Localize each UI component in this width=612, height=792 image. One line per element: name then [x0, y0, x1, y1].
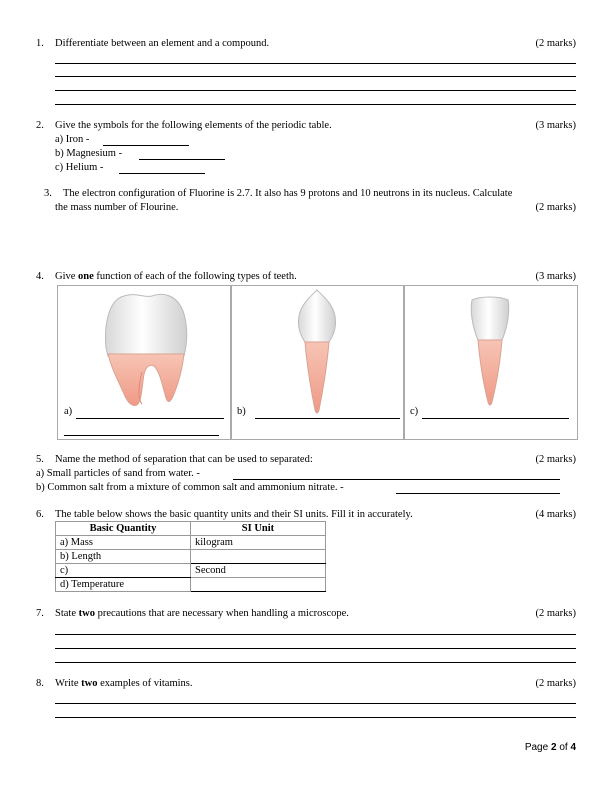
q5-number: 5. [36, 454, 44, 465]
table-row [56, 550, 326, 564]
q1-text: Differentiate between an element and a compound. [55, 38, 270, 49]
q3-marks: (2 marks) [535, 202, 576, 213]
incisor-panel [403, 285, 578, 440]
canine-panel [230, 285, 405, 440]
table-header-row [56, 522, 326, 536]
tooth-label-b: b) [237, 406, 246, 417]
page-number: Page 2 of 4 [524, 742, 576, 753]
q4-number: 4. [36, 271, 44, 282]
q8-text: Write two examples of vitamins. [55, 678, 193, 689]
answer-blank[interactable] [422, 418, 569, 419]
q1-marks: (2 marks) [535, 38, 576, 49]
q7-text: State two precautions that are necessary when handling a microscope. [55, 608, 349, 619]
q2-item-b: b) Magnesium - [55, 148, 123, 159]
cell-quantity: a) Mass [56, 536, 191, 550]
q7-marks: (2 marks) [535, 608, 576, 619]
q6-number: 6. [36, 509, 44, 520]
answer-blank[interactable] [76, 418, 224, 419]
q5-item-a: a) Small particles of sand from water. - [36, 468, 200, 479]
answer-line[interactable] [55, 717, 576, 718]
q5-marks: (2 marks) [535, 454, 576, 465]
answer-blank[interactable] [119, 173, 205, 174]
incisor-tooth-icon [404, 286, 577, 439]
table-row [56, 564, 326, 578]
q3-number: 3. [44, 188, 52, 199]
q1-number: 1. [36, 38, 44, 49]
q6-marks: (4 marks) [535, 509, 576, 520]
header-basic-quantity: Basic Quantity [56, 522, 191, 536]
cell-quantity[interactable]: c) [56, 564, 191, 578]
answer-blank[interactable] [103, 145, 189, 146]
units-table [55, 521, 326, 592]
cell-unit: kilogram [191, 536, 326, 550]
molar-panel [57, 285, 232, 440]
answer-blank[interactable] [233, 479, 560, 480]
answer-line[interactable] [55, 648, 576, 649]
q2-item-a: a) Iron - [55, 134, 90, 145]
answer-line[interactable] [55, 703, 576, 704]
cell-unit-blank[interactable] [191, 550, 326, 564]
q8-marks: (2 marks) [535, 678, 576, 689]
q8-number: 8. [36, 678, 44, 689]
answer-line[interactable] [55, 63, 576, 64]
canine-tooth-icon [231, 286, 404, 439]
answer-blank[interactable] [255, 418, 400, 419]
answer-line[interactable] [55, 104, 576, 105]
answer-blank[interactable] [396, 493, 560, 494]
cell-quantity: b) Length [56, 550, 191, 564]
q4-marks: (3 marks) [535, 271, 576, 282]
q2-marks: (3 marks) [535, 120, 576, 131]
q2-text: Give the symbols for the following elements of the periodic table. [55, 120, 332, 131]
q3-text-2: the mass number of Flourine. [55, 202, 179, 213]
cell-unit-blank[interactable] [191, 578, 326, 592]
q4-text: Give one function of each of the following types of teeth. [55, 271, 297, 282]
answer-line[interactable] [55, 662, 576, 663]
q3-text: The electron configuration of Fluorine is 2.7. It also has 9 protons and 10 neutrons in its nucleus. Calculate [63, 188, 513, 199]
cell-quantity: d) Temperature [56, 578, 191, 592]
q2-item-c: c) Helium - [55, 162, 104, 173]
q5-item-b: b) Common salt from a mixture of common salt and ammonium nitrate. - [36, 482, 344, 493]
header-si-unit: SI Unit [191, 522, 326, 536]
q6-text: The table below shows the basic quantity units and their SI units. Fill it in accurately. [55, 509, 413, 520]
q2-number: 2. [36, 120, 44, 131]
answer-blank[interactable] [64, 435, 219, 436]
molar-tooth-icon [58, 286, 231, 439]
tooth-label-a: a) [64, 406, 73, 417]
answer-line[interactable] [55, 76, 576, 77]
q7-number: 7. [36, 608, 44, 619]
answer-line[interactable] [55, 90, 576, 91]
table-row [56, 536, 326, 550]
tooth-label-c: c) [410, 406, 419, 417]
answer-line[interactable] [55, 634, 576, 635]
q5-text: Name the method of separation that can be used to separated: [55, 454, 313, 465]
answer-blank[interactable] [139, 159, 225, 160]
table-row [56, 578, 326, 592]
cell-unit: Second [191, 564, 326, 578]
